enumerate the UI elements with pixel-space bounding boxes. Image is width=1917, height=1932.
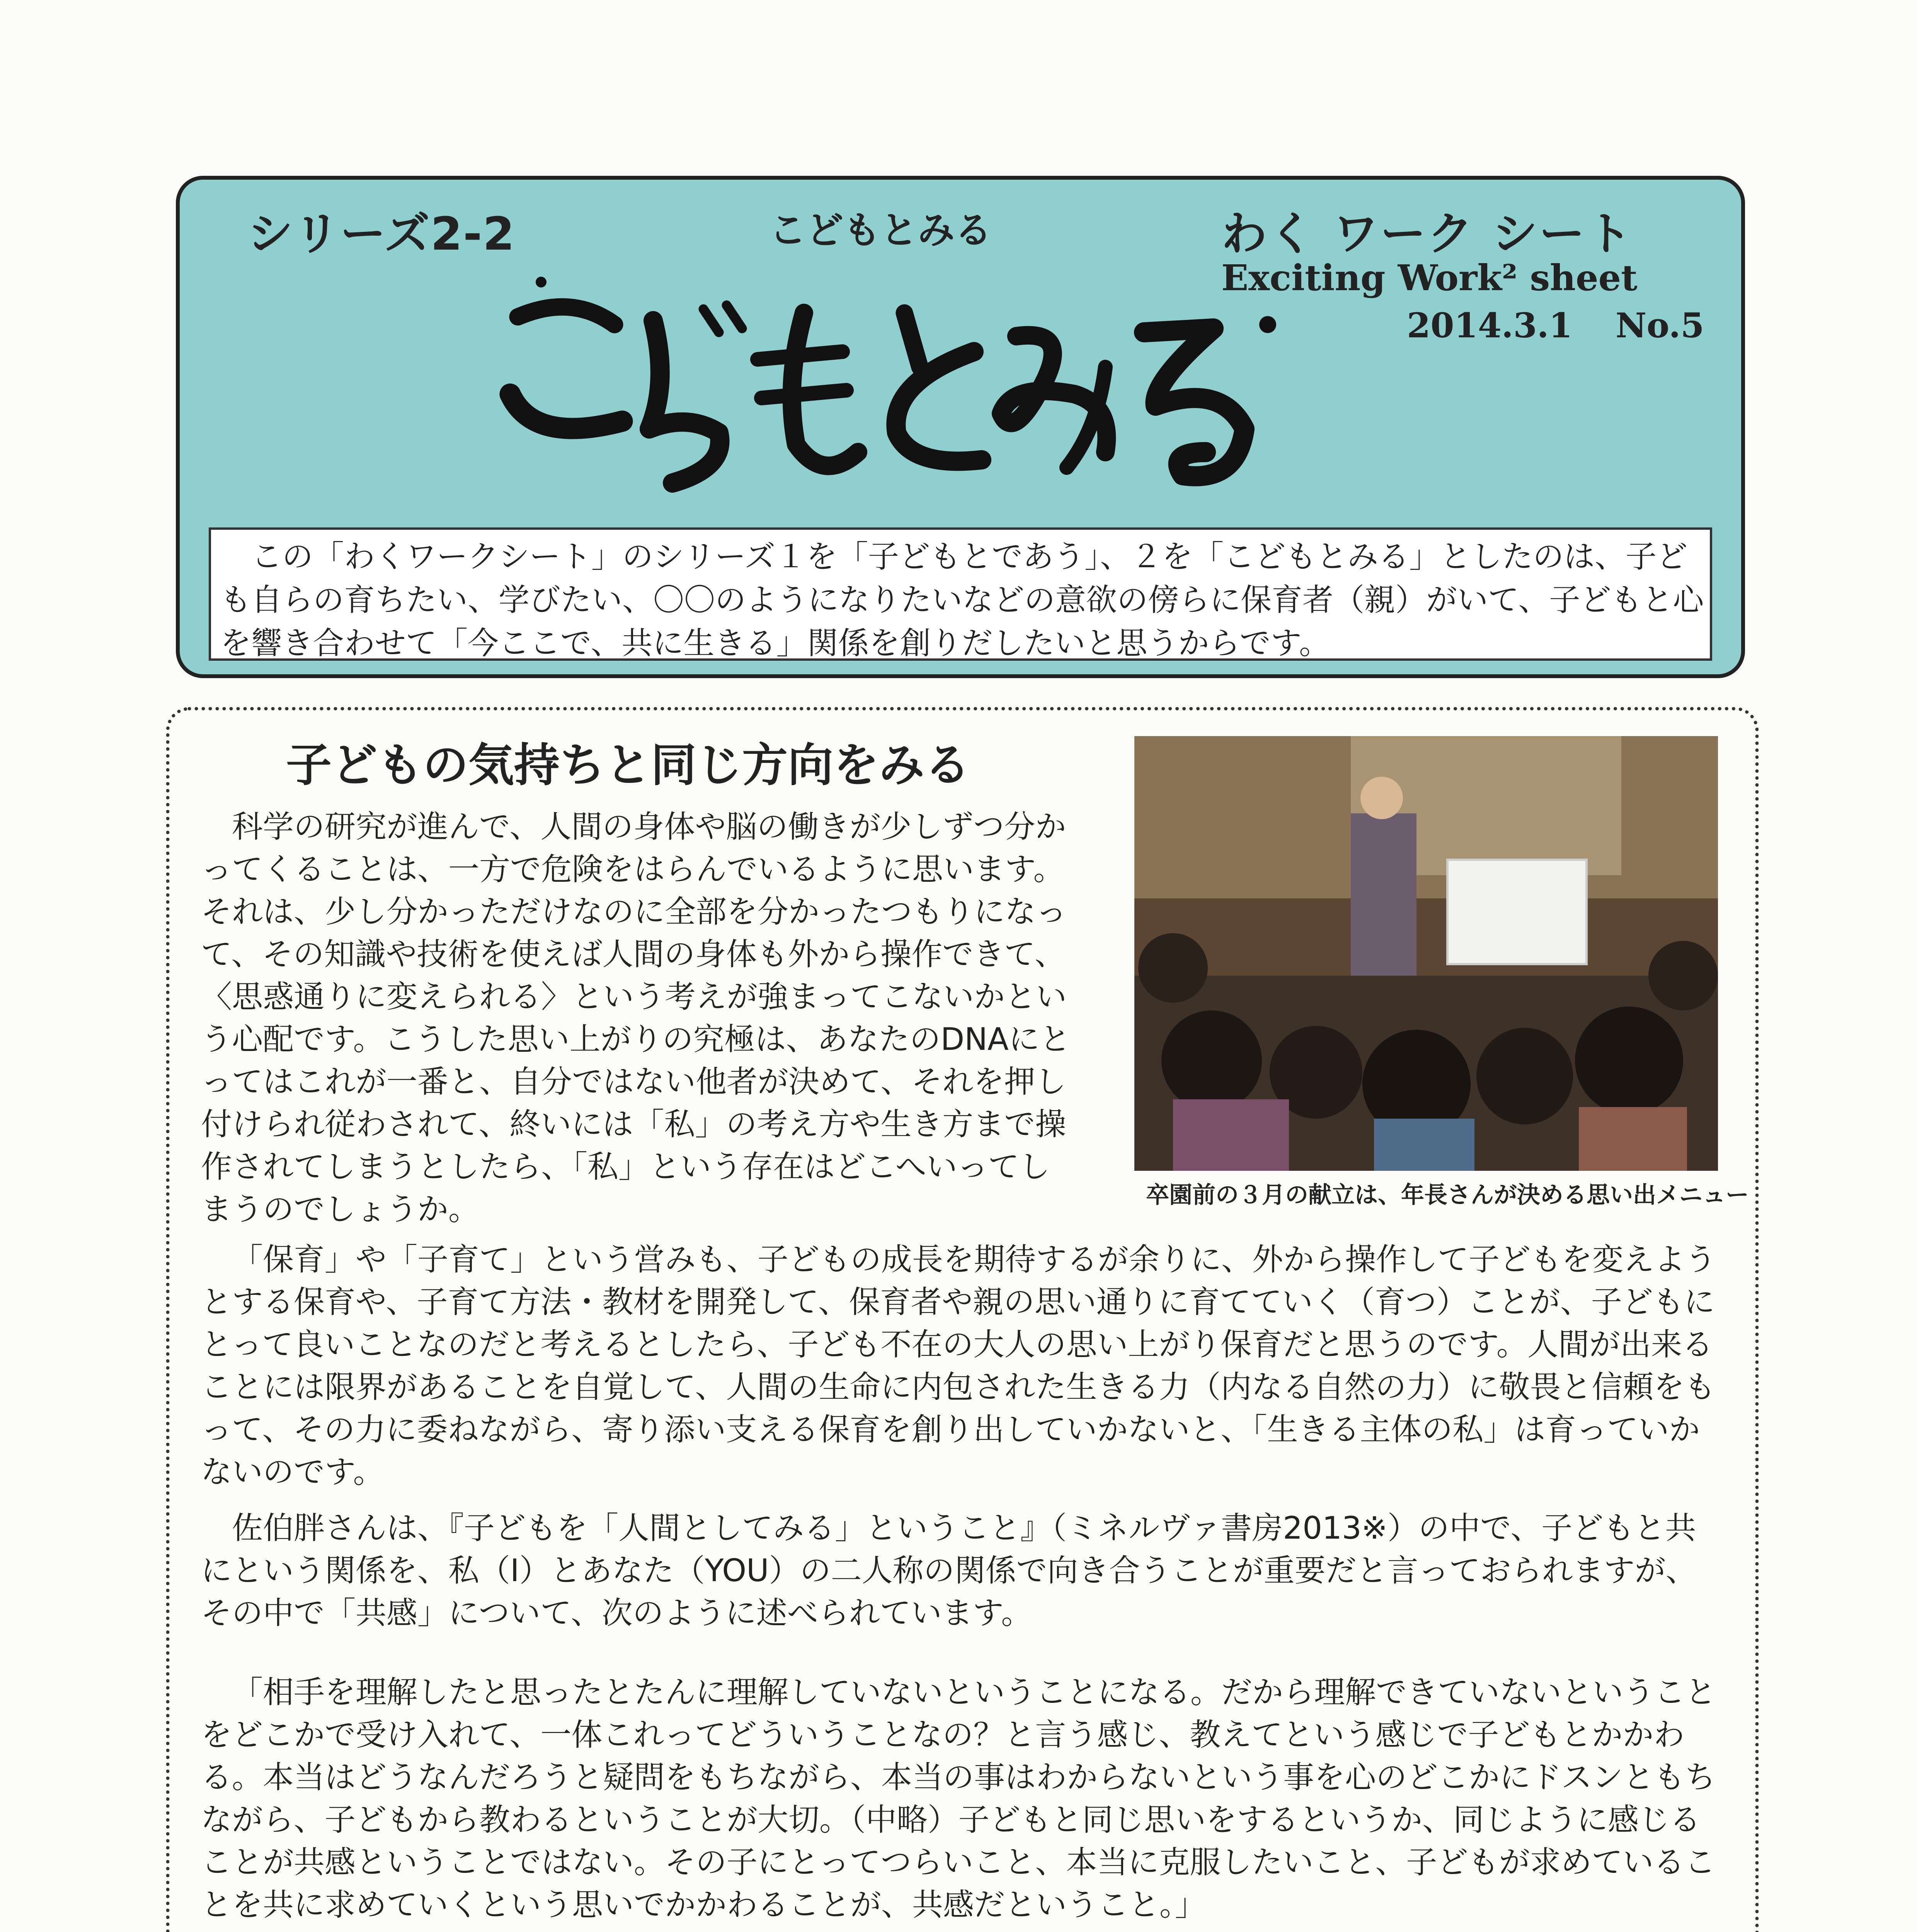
issue-number: No.5 [1616, 305, 1704, 345]
sheet-title: わく ワーク シート [1221, 207, 1634, 260]
calligraphy-logo [487, 267, 1299, 506]
paragraph-1: 科学の研究が進んで、人間の身体や脳の働きが少しずつ分かってくることは、一方で危険をはらんでいるように思います。それは、少し分かっただけなのに全部を分かったつもりになって、その知識や技術を使えば人間の身体も外から操作できて、〈思惑通りに変えられる〉という考えが強まってこないかという心配です。こうした思い上がりの究極は、あなたのDNAにとってはこれが一番と、自分ではない他者が決めて、それを押し付けられ従わされて、終いには「私」の考え方や生き方まで操作されてしまうとしたら、「私」という存在はどこへいってしまうのでしょうか。 [201, 809, 1071, 1227]
classroom-photo [1134, 736, 1718, 1171]
ink-dot [536, 277, 546, 287]
series-label: シリーズ2-2 [247, 207, 516, 260]
paragraph-2: 「保育」や「子育て」という営みも、子どもの成長を期待するが余りに、外から操作して子どもを変えようとする保育や、子育て方法・教材を開発して、保育者や親の思い通りに育てていく（育つ）ことが、子どもにとって良いことなのだと考えるとしたら、子ども不在の大人の思い上がり保育だと思うのです。人間が出来ることには限界があることを自覚して、人間の生命に内包された生きる力（内なる自然の力）に敬畏と信頼をもって、その力に委ねながら、寄り添い支える保育を創り出していかないと、「生きる主体の私」は育っていかないのです。 [201, 1242, 1716, 1490]
photo-caption: 卒園前の３月の献立は、年長さんが決める思い出メニュー [1146, 1182, 1749, 1209]
issue-date: 2014.3.1 [1407, 305, 1573, 345]
intro-text: この「わくワークシート」のシリーズ１を「子どもとであう」、２を「こどもとみる」としたのは、子ども自らの育ちたい、学びたい、〇〇のようになりたいなどの意欲の傍らに保育者（親）がいて、子どもと心を響き合わせて「今ここで、共に生きる」関係を創りだしたいと思うからです。 [220, 539, 1704, 661]
article-title: 子どもの気持ちと同じ方向をみる [286, 738, 970, 792]
english-title: Exciting Work² sheet [1221, 257, 1638, 299]
quote-saeki: 「相手を理解したと思ったとたんに理解していないということになる。だから理解できていないということをどこかで受け入れて、一体これってどういうことなの？と言う感じ、教えてという感じで子どもとかかわる。本当はどうなんだろうと疑問をもちながら、本当の事はわからないという事を心のどこかにドスンともちながら、子どもから教わるということが大切。（中略）子どもと同じ思いをするというか、同じように感じることが共感ということではない。その子にとってつらいこと、本当に克服したいこと、子どもが求めていることを共に求めていくという思いでかかわることが、共感だということ。」 [201, 1674, 1716, 1923]
paragraph-3: 佐伯胖さんは、『子どもを「人間としてみる」ということ』（ミネルヴァ書房2013※）の中で、子どもと共にという関係を、私（I）とあなた（YOU）の二人称の関係で向き合うことが重要だと言っておられますが、その中で「共感」について、次のように述べられています。 [201, 1510, 1697, 1631]
subtitle-small: こどもとみる [769, 209, 992, 252]
